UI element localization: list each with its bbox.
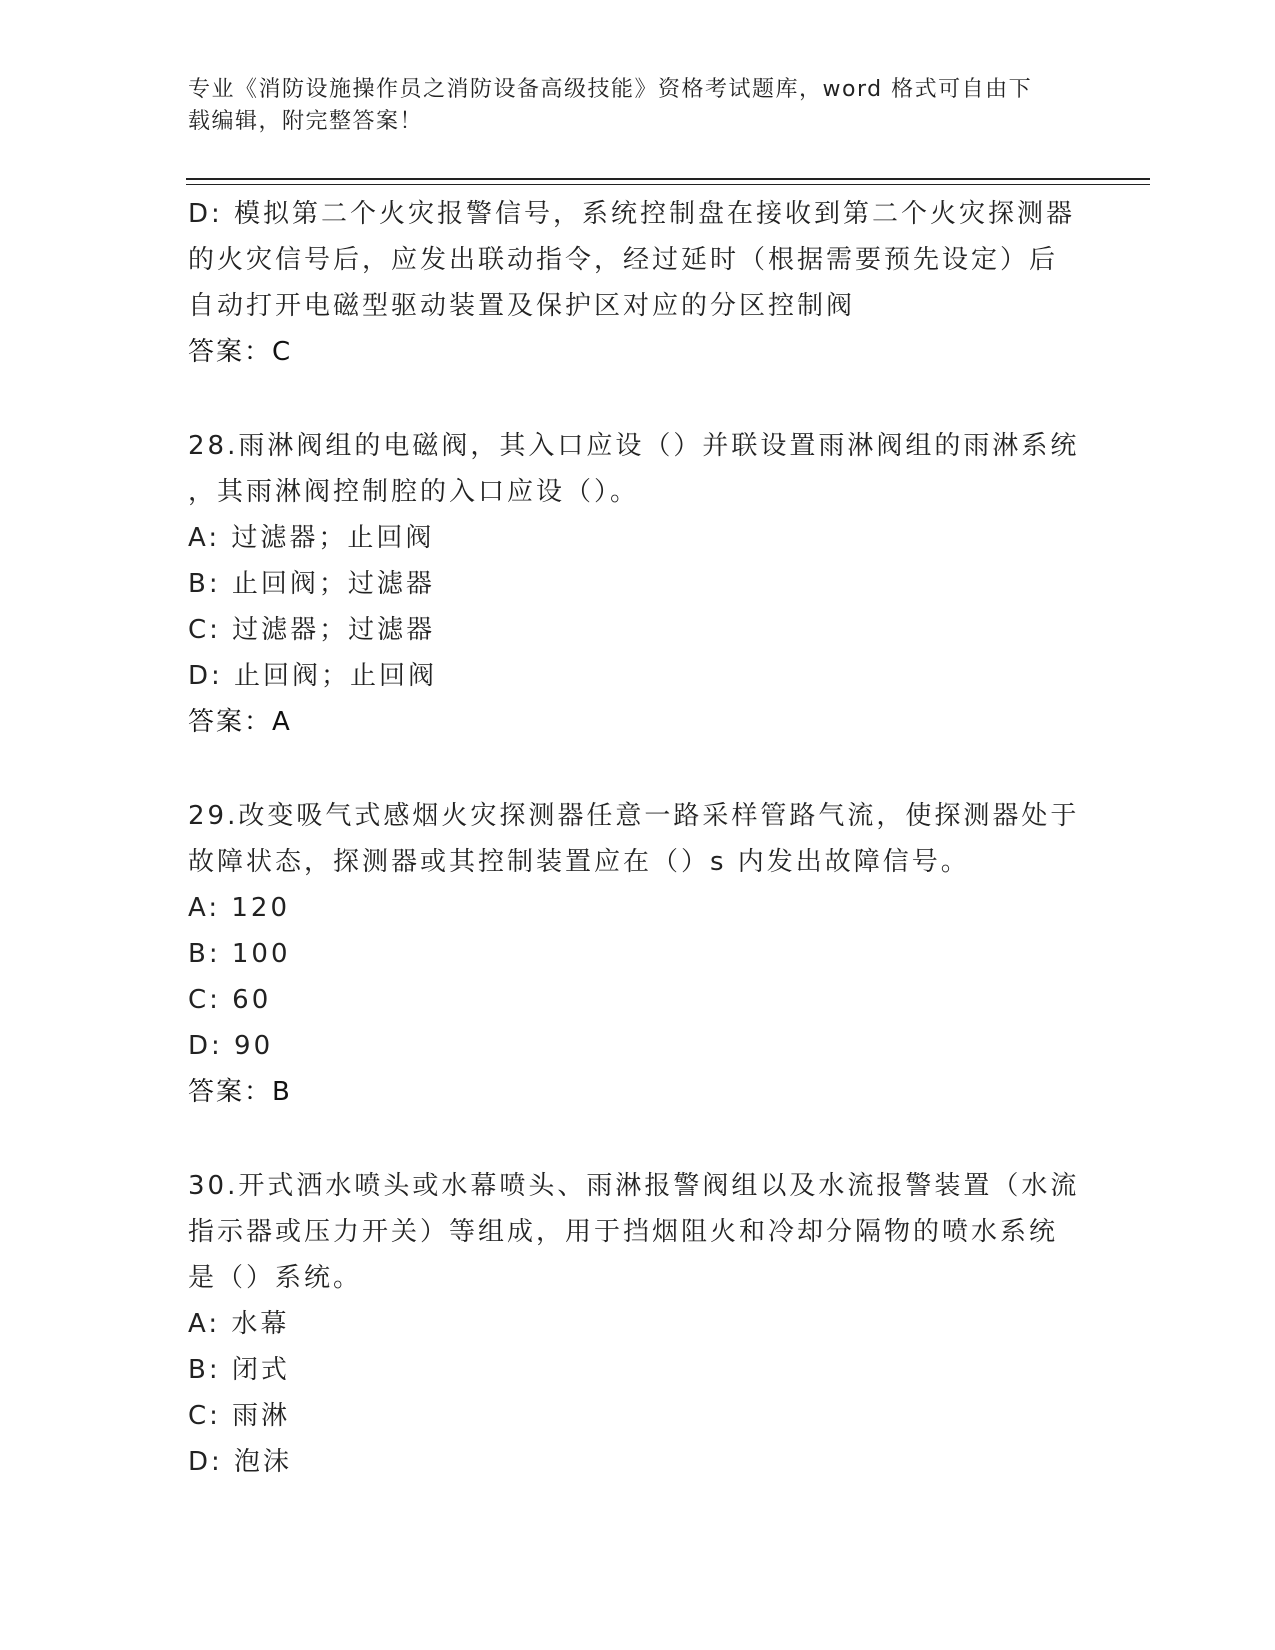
option-b: B: 100 bbox=[188, 939, 291, 969]
option-a: A: 120 bbox=[188, 893, 290, 923]
question-stem: 故障状态，探测器或其控制装置应在（）s 内发出故障信号。 bbox=[188, 847, 970, 877]
option-d: D: 泡沫 bbox=[188, 1447, 293, 1477]
answer-line: 答案：A bbox=[188, 707, 292, 737]
prev-question-tail bbox=[188, 191, 1088, 375]
option-d: D: 止回阀；止回阀 bbox=[188, 661, 438, 691]
option-c: C: 过滤器；过滤器 bbox=[188, 615, 436, 645]
question-stem: ，其雨淋阀控制腔的入口应设（）。 bbox=[188, 477, 640, 507]
option-c: C: 雨淋 bbox=[188, 1401, 291, 1431]
document-header bbox=[188, 74, 1088, 138]
question-stem: 28.雨淋阀组的电磁阀，其入口应设（）并联设置雨淋阀组的雨淋系统 bbox=[188, 431, 1080, 461]
question-stem: 29.改变吸气式感烟火灾探测器任意一路采样管路气流，使探测器处于 bbox=[188, 801, 1080, 831]
option-line: D: 模拟第二个火灾报警信号，系统控制盘在接收到第二个火灾探测器 bbox=[188, 199, 1076, 229]
header-divider-thin bbox=[186, 184, 1150, 185]
question-30 bbox=[188, 1163, 1088, 1485]
option-a: A: 过滤器；止回阀 bbox=[188, 523, 435, 553]
header-line-1: 专业《消防设施操作员之消防设备高级技能》资格考试题库，word 格式可自由下 bbox=[188, 77, 1033, 102]
header-divider-thick bbox=[186, 178, 1150, 180]
answer-line: 答案：B bbox=[188, 1077, 292, 1107]
question-stem: 是（）系统。 bbox=[188, 1263, 363, 1293]
header-line-2: 载编辑，附完整答案！ bbox=[188, 109, 424, 134]
option-line: 的火灾信号后，应发出联动指令，经过延时（根据需要预先设定）后 bbox=[188, 245, 1059, 275]
option-d: D: 90 bbox=[188, 1031, 274, 1061]
question-content bbox=[188, 191, 1088, 1485]
question-stem: 30.开式洒水喷头或水幕喷头、雨淋报警阀组以及水流报警装置（水流 bbox=[188, 1171, 1080, 1201]
question-28 bbox=[188, 423, 1088, 745]
option-line: 自动打开电磁型驱动装置及保护区对应的分区控制阀 bbox=[188, 291, 856, 321]
option-b: B: 闭式 bbox=[188, 1355, 290, 1385]
answer-line: 答案：C bbox=[188, 337, 293, 367]
question-stem: 指示器或压力开关）等组成，用于挡烟阻火和冷却分隔物的喷水系统 bbox=[188, 1217, 1059, 1247]
option-c: C: 60 bbox=[188, 985, 272, 1015]
option-b: B: 止回阀；过滤器 bbox=[188, 569, 435, 599]
option-a: A: 水幕 bbox=[188, 1309, 290, 1339]
question-29 bbox=[188, 793, 1088, 1115]
